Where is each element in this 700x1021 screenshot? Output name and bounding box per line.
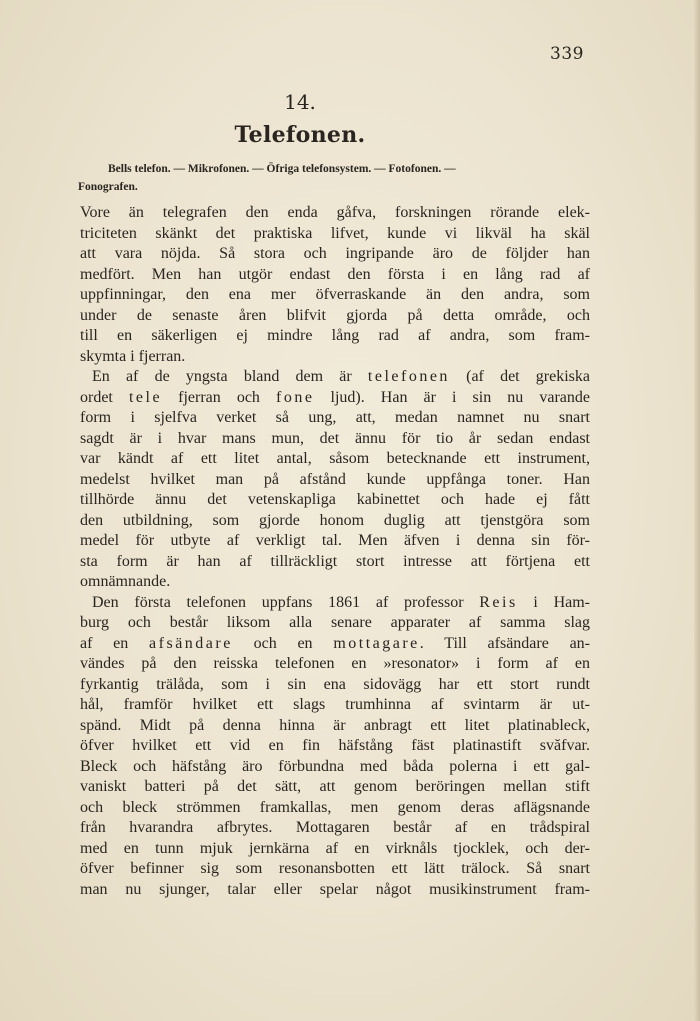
- text-line: medel för utbyte af verkligt tal. Men äfven i denna sin för-: [80, 532, 590, 549]
- body-text: [80, 203, 590, 900]
- text-line: Vore än telegrafen den enda gåfva, forskningen rörande elek-: [80, 204, 590, 221]
- text-line: från hvarandra afbrytes. Mottagaren består af en trådspiral: [80, 819, 590, 836]
- emphasized-word: Reis: [479, 593, 518, 611]
- text-line: till en säkerligen ej mindre lång rad af andra, som fram-: [80, 327, 590, 344]
- text-line: den utbildning, som gjorde honom duglig att tjenstgöra som: [80, 511, 590, 529]
- chapter-number: 14.: [284, 90, 316, 114]
- text-line: medelst hvilket man på afstånd kunde uppfånga toner. Han: [80, 470, 590, 488]
- text-line: omnämnande.: [80, 573, 171, 590]
- text-line: medfört. Men han utgör endast den första i en lång rad af: [80, 265, 590, 283]
- text-line: vändes på den reisska telefonen en »resonator» i form af en: [80, 655, 590, 672]
- emphasized-word: fone: [276, 388, 315, 406]
- text-line: öfver befinner sig som resonansbotten ett lätt trälock. Så snart: [80, 860, 590, 877]
- chapter-summary: [78, 160, 588, 196]
- emphasized-word: telefonen: [367, 368, 450, 385]
- text-line: tillhörde ännu det vetenskapliga kabinettet och hade ej fått: [80, 491, 590, 508]
- text-line: under de senaste åren blifvit gjorda på detta område, och: [80, 306, 590, 324]
- text-line: att vara nöjda. Så stora och ingripande äro de följder han: [80, 245, 590, 262]
- page-number: 339: [550, 44, 584, 64]
- text-line: fyrkantig trälåda, som i sin ena sidovägg har ett stort rundt: [80, 675, 590, 693]
- summary-line: Bells telefon. — Mikrofonen. — Öfriga telefonsystem. — Fotofonen. —: [108, 163, 456, 175]
- text-line: skymta i fjerran.: [80, 347, 186, 365]
- emphasized-word: tele: [128, 388, 163, 406]
- text-line: öfver hvilket ett vid en fin häfstång fäst platinastift svăfvar.: [80, 737, 590, 754]
- text-line: och bleck strömmen framkallas, men genom deras aflägsnande: [80, 798, 590, 816]
- text-line: triciteten skänkt det praktiska lifvet, kunde vi likväl ha skäl: [80, 224, 590, 242]
- page-edge-shadow: [694, 0, 700, 1021]
- summary-line: Fonografen.: [78, 181, 138, 193]
- text-line: En af de yngsta bland dem är telefonen (af det grekiska: [92, 368, 590, 385]
- text-line: form i sjelfva verket så ung, att, medan namnet nu snart: [80, 409, 590, 426]
- text-line: sagdt är i hvar mans mun, det ännu för tio år sedan endast: [80, 429, 590, 447]
- text-line: sta form är han af tillräckligt stort intresse att förtjena ett: [80, 552, 590, 570]
- text-line: med en tunn mjuk jernkärna af en virknåls tjocklek, och der-: [80, 839, 590, 857]
- text-line: Den första telefonen uppfans 1861 af professor Reis i Ham-: [92, 593, 590, 611]
- text-line: vaniskt batteri på det sätt, att genom beröringen mellan stift: [80, 778, 590, 795]
- text-line: Bleck och häfstång äro förbundna med båda polerna i ett gal-: [80, 757, 590, 775]
- emphasized-word: mottagare: [333, 634, 420, 652]
- text-line: uppfinningar, den ena mer öfverraskande än den andra, som: [80, 286, 590, 303]
- chapter-title: Telefonen.: [234, 122, 366, 148]
- text-line: af en afsändare och en mottagare. Till afsändare an-: [80, 634, 590, 652]
- text-line: var kändt af ett litet antal, såsom betecknande ett instrument,: [80, 450, 590, 467]
- text-line: spänd. Midt på denna hinna är anbragt ett litet platinableck,: [80, 716, 590, 734]
- emphasized-word: afsändare: [149, 634, 233, 652]
- text-line: ordet tele fjerran och fone ljud). Han är i sin nu varande: [80, 388, 590, 406]
- text-line: burg och består liksom alla senare apparater af samma slag: [80, 614, 590, 631]
- text-line: man nu sjunger, talar eller spelar något musikinstrument fram-: [80, 880, 590, 898]
- text-line: hål, framför hvilket ett slags trumhinna af svintarm är ut-: [80, 696, 590, 713]
